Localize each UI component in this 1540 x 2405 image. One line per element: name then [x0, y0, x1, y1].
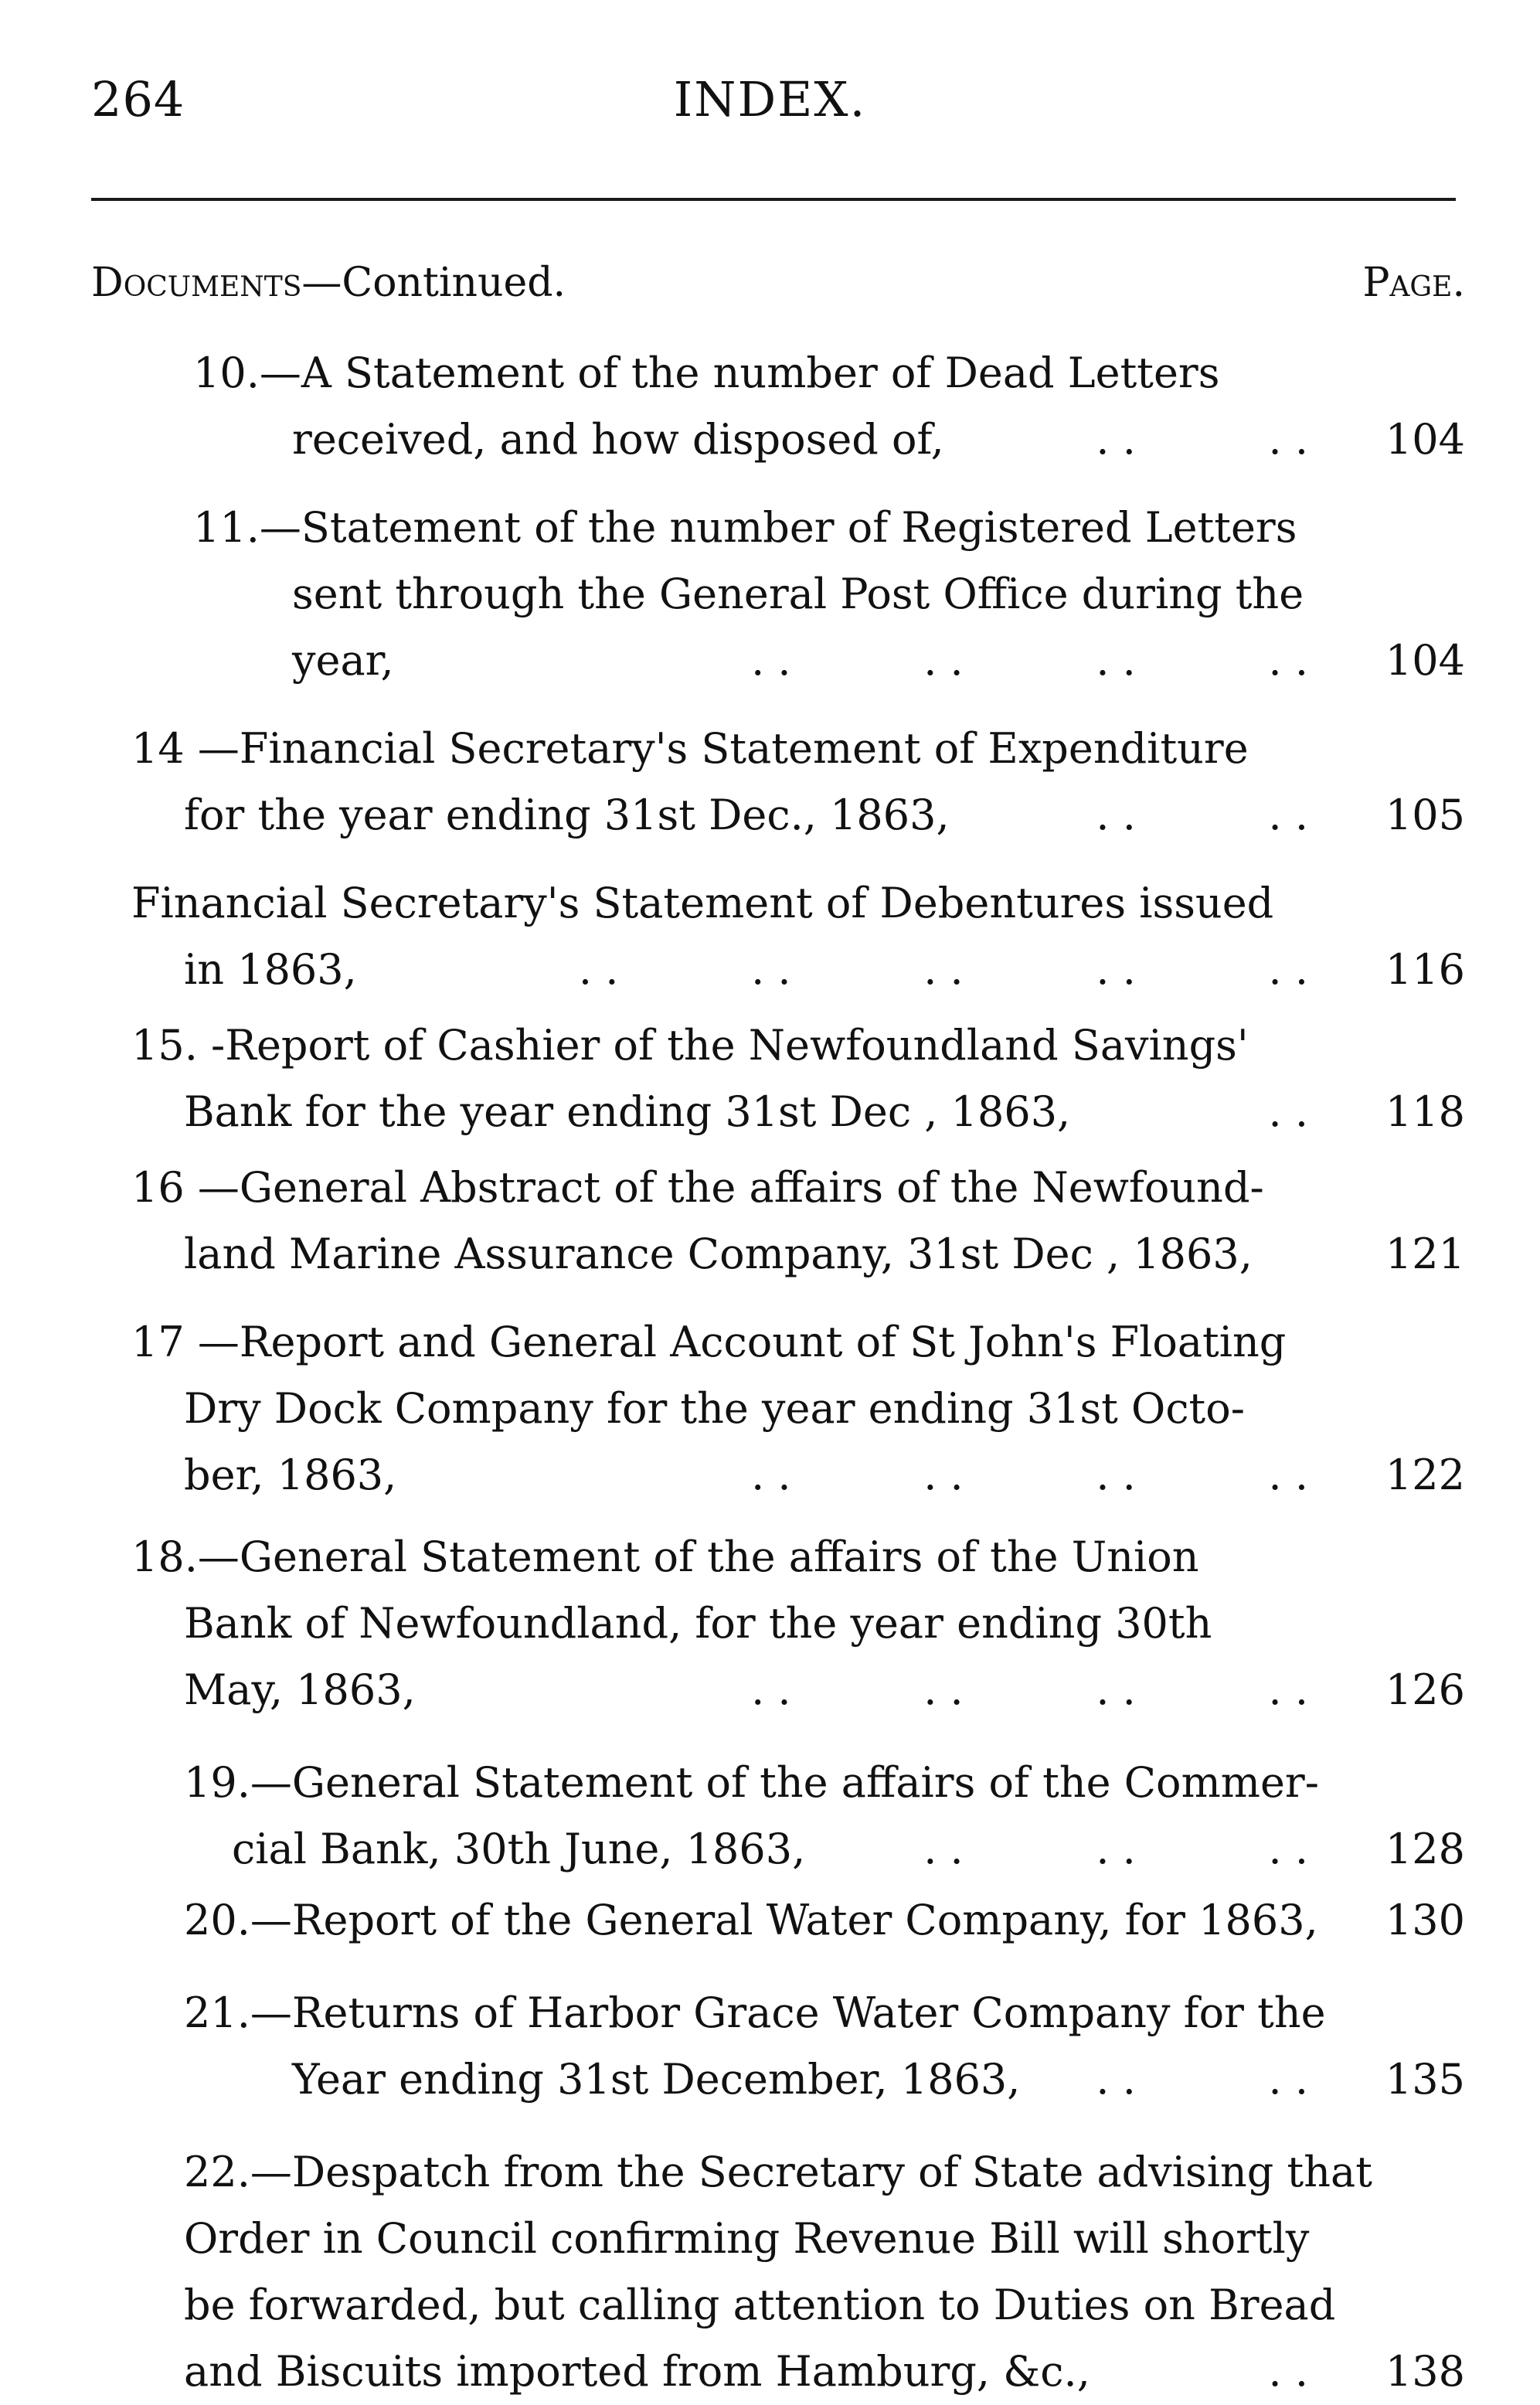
entry-line [0, 340, 1540, 407]
entry-line [0, 1309, 1540, 1376]
entry-text: be forwarded, but calling attention to Duties on Bread [184, 2281, 1336, 2329]
entry-text: for the year ending 31st Dec., 1863, [184, 791, 950, 839]
entry-page-number: 105 [1385, 791, 1465, 839]
entry-text: and Biscuits imported from Hamburg, &c., [184, 2347, 1090, 2396]
entry-line [0, 1155, 1540, 1221]
entry-line [0, 1221, 1540, 1288]
entry-text: 15. -Report of Cashier of the Newfoundland Savings' [131, 1021, 1249, 1070]
index-entry [0, 1980, 1540, 2113]
entry-page-number: 135 [1385, 2055, 1465, 2104]
entry-line [0, 1376, 1540, 1442]
entry-text: 21.—Returns of Harbor Grace Water Company for the [184, 1988, 1326, 2037]
entry-text: 11.—Statement of the number of Registered Letters [193, 503, 1297, 552]
entry-line [0, 1590, 1540, 1657]
entry-text: year, [292, 636, 394, 685]
section-title-suffix: —Continued. [301, 260, 566, 306]
entry-page-number: 104 [1385, 415, 1465, 464]
index-entry [0, 1155, 1540, 1288]
entry-line [0, 1816, 1540, 1883]
entry-text: 14 —Financial Secretary's Statement of Expenditure [131, 724, 1249, 773]
dot-leaders: . . [1268, 1087, 1308, 1136]
section-header [91, 260, 566, 306]
page-title: INDEX. [673, 71, 867, 128]
entry-line [0, 1980, 1540, 2046]
header-rule [91, 198, 1456, 201]
page-number: 264 [91, 71, 185, 128]
entry-line [0, 1887, 1540, 1954]
entry-line [0, 1079, 1540, 1145]
entry-line [0, 716, 1540, 782]
index-entry [0, 716, 1540, 849]
page-column-header: Page. [1362, 260, 1465, 306]
entry-line [0, 2139, 1540, 2206]
entry-text: land Marine Assurance Company, 31st Dec , 1863, [184, 1230, 1253, 1278]
index-entry [0, 340, 1540, 473]
dot-leaders: . . . . . . . . [751, 1451, 1308, 1499]
dot-leaders: . . . . . . . . [751, 636, 1308, 685]
entry-page-number: 116 [1385, 945, 1465, 994]
entry-page-number: 122 [1385, 1451, 1465, 1499]
dot-leaders: . . . . . . . . [751, 1665, 1308, 1714]
entry-text: cial Bank, 30th June, 1863, [232, 1825, 806, 1873]
index-entry [0, 1524, 1540, 1723]
entry-line [0, 1750, 1540, 1816]
entry-line [0, 1524, 1540, 1590]
index-entry [0, 1887, 1540, 1954]
dot-leaders: . . . . . . [923, 1825, 1308, 1873]
entry-page-number: 126 [1385, 1665, 1465, 1714]
entry-text: Bank of Newfoundland, for the year ending 30th [184, 1599, 1212, 1648]
entry-text: Financial Secretary's Statement of Debentures issued [131, 879, 1274, 927]
index-entry [0, 870, 1540, 1003]
section-title-prefix: Documents [91, 260, 302, 306]
index-entry [0, 2139, 1540, 2405]
entry-text: sent through the General Post Office during the [292, 570, 1304, 618]
dot-leaders: . . . . . . . . . . [578, 945, 1308, 994]
entry-line [0, 2206, 1540, 2272]
entry-page-number: 121 [1385, 1230, 1465, 1278]
entry-line [0, 561, 1540, 628]
entry-text: 22.—Despatch from the Secretary of State advising that [184, 2148, 1372, 2196]
entry-text: 20.—Report of the General Water Company, for 1863, [184, 1896, 1318, 1944]
entry-line [0, 1657, 1540, 1723]
entry-line [0, 495, 1540, 561]
index-entry [0, 1750, 1540, 1883]
entry-page-number: 130 [1385, 1896, 1465, 1944]
entry-text: Year ending 31st December, 1863, [292, 2055, 1021, 2104]
entry-line [0, 2272, 1540, 2339]
entry-line [0, 870, 1540, 937]
entry-text: 10.—A Statement of the number of Dead Letters [193, 349, 1220, 397]
entry-text: in 1863, [184, 945, 357, 994]
entry-line [0, 782, 1540, 849]
entry-page-number: 128 [1385, 1825, 1465, 1873]
entry-text: 19.—General Statement of the affairs of the Commer- [184, 1758, 1319, 1807]
entry-text: Bank for the year ending 31st Dec , 1863, [184, 1087, 1071, 1136]
dot-leaders: . . . . [1096, 791, 1308, 839]
dot-leaders: . . . . [1096, 415, 1308, 464]
entry-text: 18.—General Statement of the affairs of the Union [131, 1532, 1199, 1581]
entry-line [0, 1442, 1540, 1509]
entry-line [0, 407, 1540, 473]
dot-leaders: . . . . [1096, 2055, 1308, 2104]
entry-page-number: 138 [1385, 2347, 1465, 2396]
entry-line [0, 628, 1540, 694]
entry-text: Dry Dock Company for the year ending 31st Octo- [184, 1384, 1246, 1433]
index-entry [0, 495, 1540, 694]
entry-text: received, and how disposed of, [292, 415, 944, 464]
index-entries [0, 340, 1540, 2405]
entry-text: ber, 1863, [184, 1451, 397, 1499]
entry-line [0, 2046, 1540, 2113]
entry-text: 17 —Report and General Account of St John's Floating [131, 1318, 1287, 1366]
index-entry [0, 1012, 1540, 1145]
entry-page-number: 118 [1385, 1087, 1465, 1136]
entry-page-number: 104 [1385, 636, 1465, 685]
index-entry [0, 1309, 1540, 1509]
entry-text: Order in Council confirming Revenue Bill will shortly [184, 2214, 1310, 2263]
entry-text: 16 —General Abstract of the affairs of the Newfound- [131, 1163, 1264, 1212]
entry-text: May, 1863, [184, 1665, 416, 1714]
dot-leaders: . . [1268, 2347, 1308, 2396]
entry-line [0, 2339, 1540, 2405]
entry-line [0, 937, 1540, 1003]
entry-line [0, 1012, 1540, 1079]
